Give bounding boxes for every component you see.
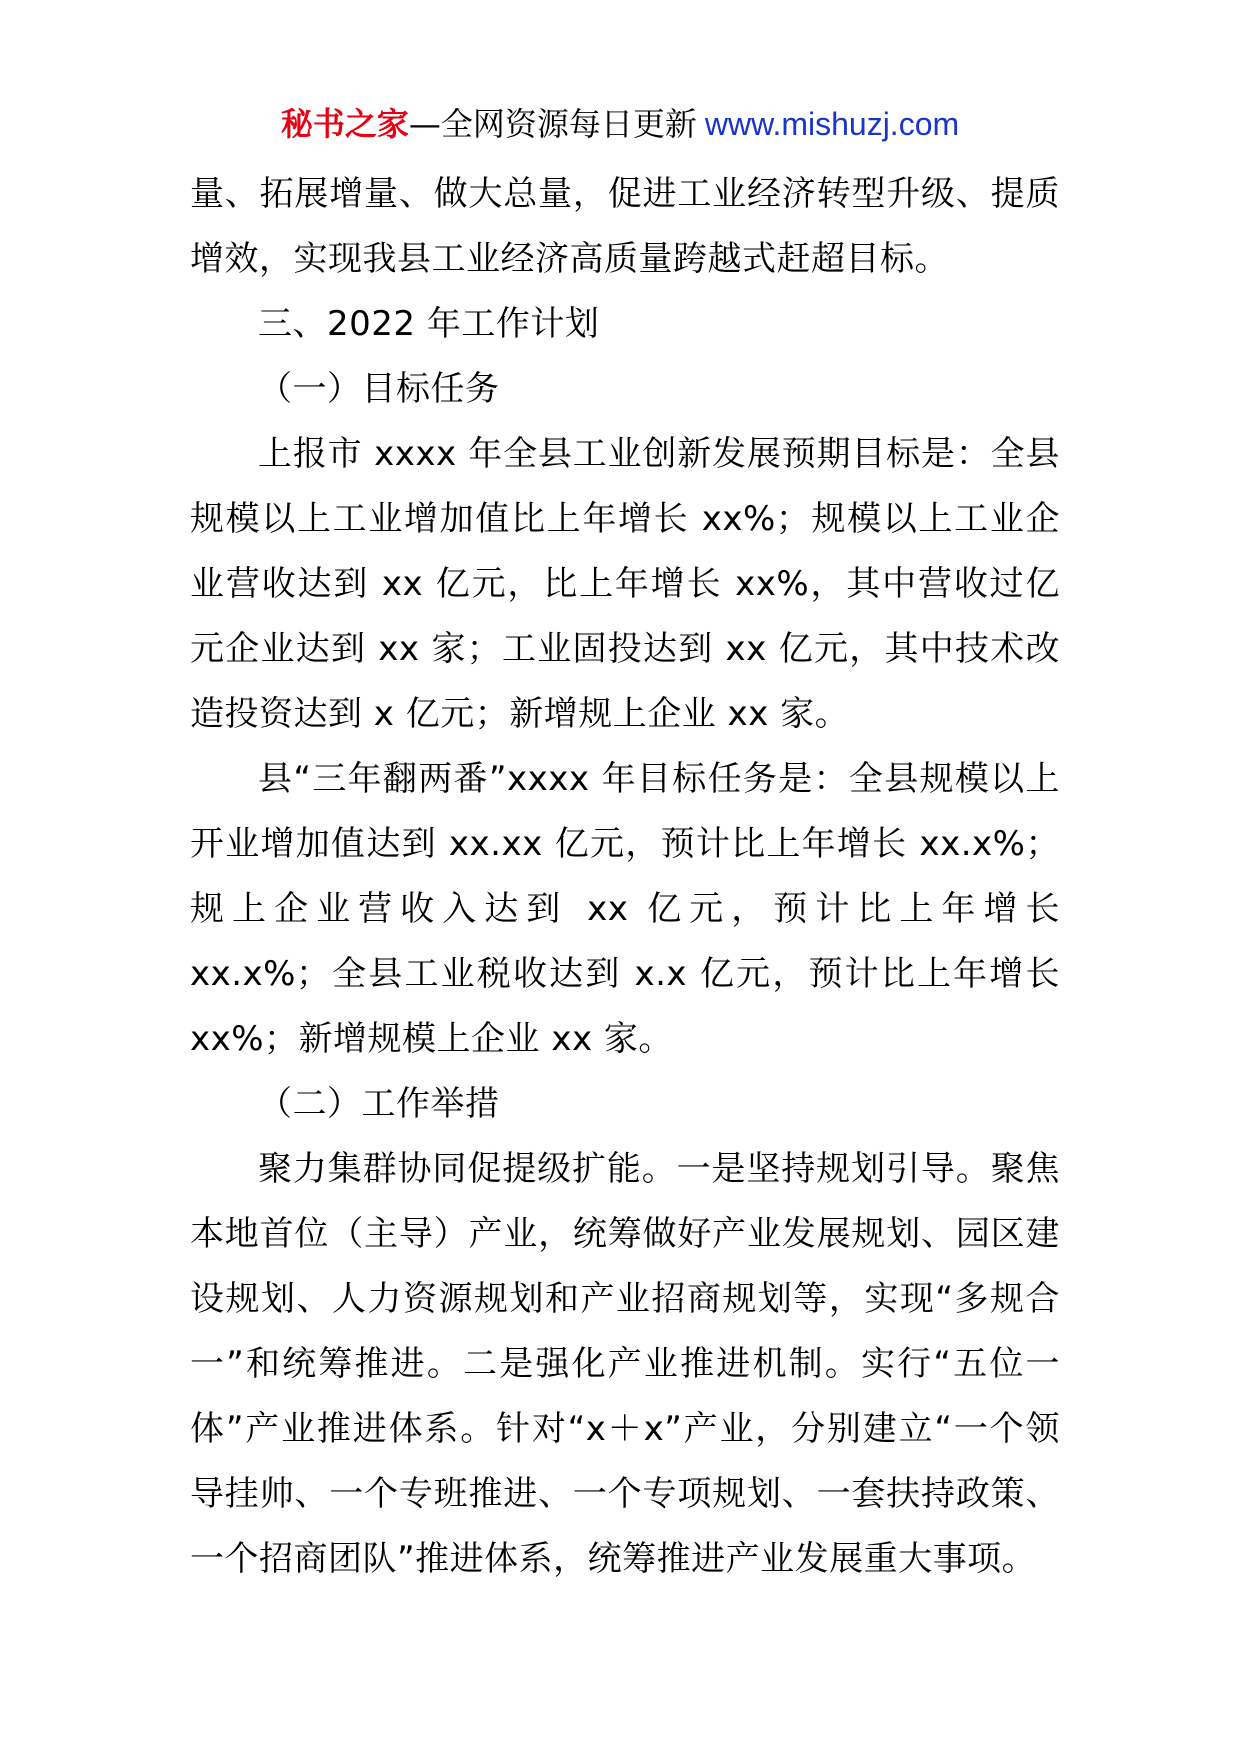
section-heading-work-plan: 三、2022 年工作计划 [258, 304, 600, 344]
site-header [0, 100, 1240, 148]
subheading-targets: （一）目标任务 [258, 369, 500, 409]
paragraph-city-targets: 上报市 xxxx 年全县工业创新发展预期目标是：全县规模以上工业增加值比上年增长 xx%；规模以上工业企业营收达到 xx 亿元，比上年增长 xx%，其中营收过亿元企业达到 xx 家；工业固投达到 xx 亿元，其中技术改造投资达到 x 亿元；新增规上企业 xx 家。 [190, 434, 1060, 734]
paragraph-county-targets: 县“三年翻两番”xxxx 年目标任务是：全县规模以上开业增加值达到 xx.xx 亿元，预计比上年增长 xx.x%；规上企业营收入达到 xx 亿元，预计比上年增长 xx.x%；全县工业税收达到 x.x 亿元，预计比上年增长 xx%；新增规模上企业 xx 家。 [190, 759, 1060, 1059]
site-brand: 秘书之家 [280, 105, 409, 143]
paragraph-continuation: 量、拓展增量、做大总量，促进工业经济转型升级、提质增效，实现我县工业经济高质量跨越式赶超目标。 [190, 174, 1060, 279]
subheading-measures: （二）工作举措 [258, 1084, 500, 1124]
paragraph-cluster-measures: 聚力集群协同促提级扩能。一是坚持规划引导。聚焦本地首位（主导）产业，统筹做好产业发展规划、园区建设规划、人力资源规划和产业招商规划等，实现“多规合一”和统筹推进。二是强化产业推进机制。实行“五位一体”产业推进体系。针对“x＋x”产业，分别建立“一个领导挂帅、一个专班推进、一个专项规划、一套扶持政策、一个招商团队”推进体系，统筹推进产业发展重大事项。 [190, 1149, 1060, 1579]
document-body [190, 162, 1060, 1592]
site-url-link[interactable]: www.mishuzj.com [704, 106, 960, 142]
site-tagline: —全网资源每日更新 [408, 105, 697, 143]
